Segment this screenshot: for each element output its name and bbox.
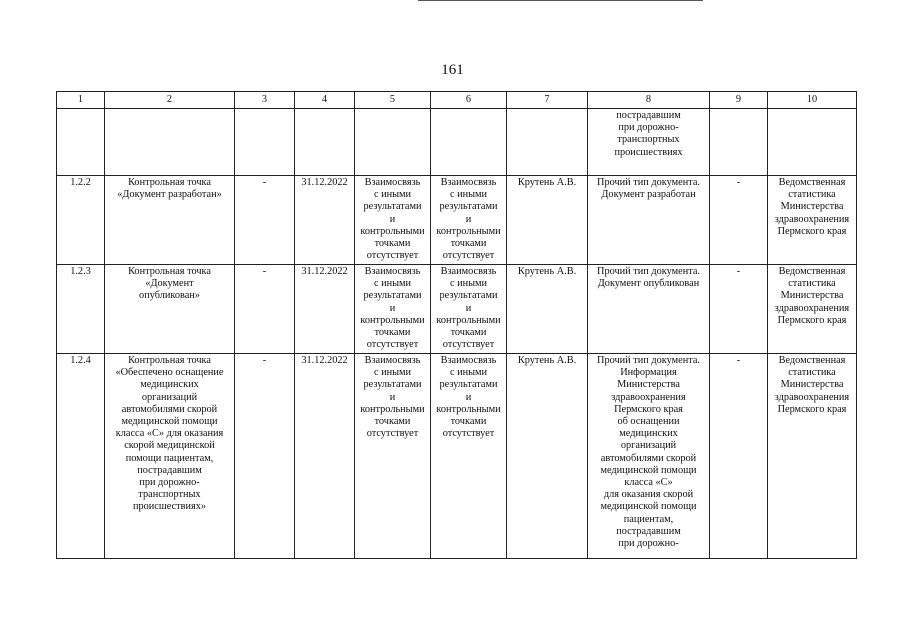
cell-number: 1.2.4	[57, 354, 105, 559]
cell-start-date: -	[235, 265, 295, 354]
cell-responsible: Крутень А.В.	[507, 354, 588, 559]
top-rule	[418, 0, 703, 1]
cell-end-date: 31.12.2022	[295, 265, 355, 354]
cell-document-type: Прочий тип документа. Документ разработан	[588, 176, 710, 265]
cell-info-system: Ведомственная статистика Министерства здравоохранения Пермского края	[768, 354, 857, 559]
table-row	[57, 176, 857, 265]
cell-end-date: 31.12.2022	[295, 176, 355, 265]
cell-predecessors: Взаимосвязь с иными результатами и контрольными точками отсутствует	[355, 176, 431, 265]
cell-name	[105, 109, 235, 176]
cell-end-date	[295, 109, 355, 176]
cell-number	[57, 109, 105, 176]
cell-successors: Взаимосвязь с иными результатами и контрольными точками отсутствует	[431, 354, 507, 559]
cell-info-system: Ведомственная статистика Министерства здравоохранения Пермского края	[768, 176, 857, 265]
cell-document-type: Прочий тип документа. Документ опубликован	[588, 265, 710, 354]
cell-responsible: Крутень А.В.	[507, 265, 588, 354]
cell-name: Контрольная точка «Документ разработан»	[105, 176, 235, 265]
cell-name: Контрольная точка «Обеспечено оснащение медицинских организаций автомобилями скорой медицинской помощи класса «С» для оказания скорой медицинской помощи пациентам, пострадавшим при дорожно- транспортных происшествиях»	[105, 354, 235, 559]
cell-number: 1.2.3	[57, 265, 105, 354]
cell-level: -	[710, 176, 768, 265]
column-header: 5	[355, 92, 431, 109]
column-header: 2	[105, 92, 235, 109]
cell-successors: Взаимосвязь с иными результатами и контрольными точками отсутствует	[431, 176, 507, 265]
cell-info-system	[768, 109, 857, 176]
cell-predecessors: Взаимосвязь с иными результатами и контрольными точками отсутствует	[355, 354, 431, 559]
column-header: 9	[710, 92, 768, 109]
cell-responsible: Крутень А.В.	[507, 176, 588, 265]
column-header: 8	[588, 92, 710, 109]
cell-name: Контрольная точка «Документ опубликован»	[105, 265, 235, 354]
cell-info-system: Ведомственная статистика Министерства здравоохранения Пермского края	[768, 265, 857, 354]
column-header: 7	[507, 92, 588, 109]
cell-level: -	[710, 265, 768, 354]
table-row	[57, 265, 857, 354]
cell-document-type: пострадавшим при дорожно- транспортных происшествиях	[588, 109, 710, 176]
column-header: 4	[295, 92, 355, 109]
column-header: 6	[431, 92, 507, 109]
cell-number: 1.2.2	[57, 176, 105, 265]
cell-responsible	[507, 109, 588, 176]
document-table	[56, 91, 857, 559]
cell-level: -	[710, 354, 768, 559]
column-header: 10	[768, 92, 857, 109]
table-row	[57, 354, 857, 559]
page-number: 161	[441, 62, 464, 78]
column-number-row	[57, 92, 857, 109]
cell-level	[710, 109, 768, 176]
cell-predecessors: Взаимосвязь с иными результатами и контрольными точками отсутствует	[355, 265, 431, 354]
cell-successors: Взаимосвязь с иными результатами и контрольными точками отсутствует	[431, 265, 507, 354]
cell-end-date: 31.12.2022	[295, 354, 355, 559]
column-header: 1	[57, 92, 105, 109]
table-row	[57, 109, 857, 176]
cell-start-date	[235, 109, 295, 176]
cell-successors	[431, 109, 507, 176]
cell-start-date: -	[235, 354, 295, 559]
cell-predecessors	[355, 109, 431, 176]
cell-start-date: -	[235, 176, 295, 265]
cell-document-type: Прочий тип документа. Информация Министерства здравоохранения Пермского края об оснащении медицинских организаций автомобилями скорой медицинской помощи класса «С» для оказания скорой медицинской помощи пациентам, пострадавшим при дорожно-	[588, 354, 710, 559]
column-header: 3	[235, 92, 295, 109]
